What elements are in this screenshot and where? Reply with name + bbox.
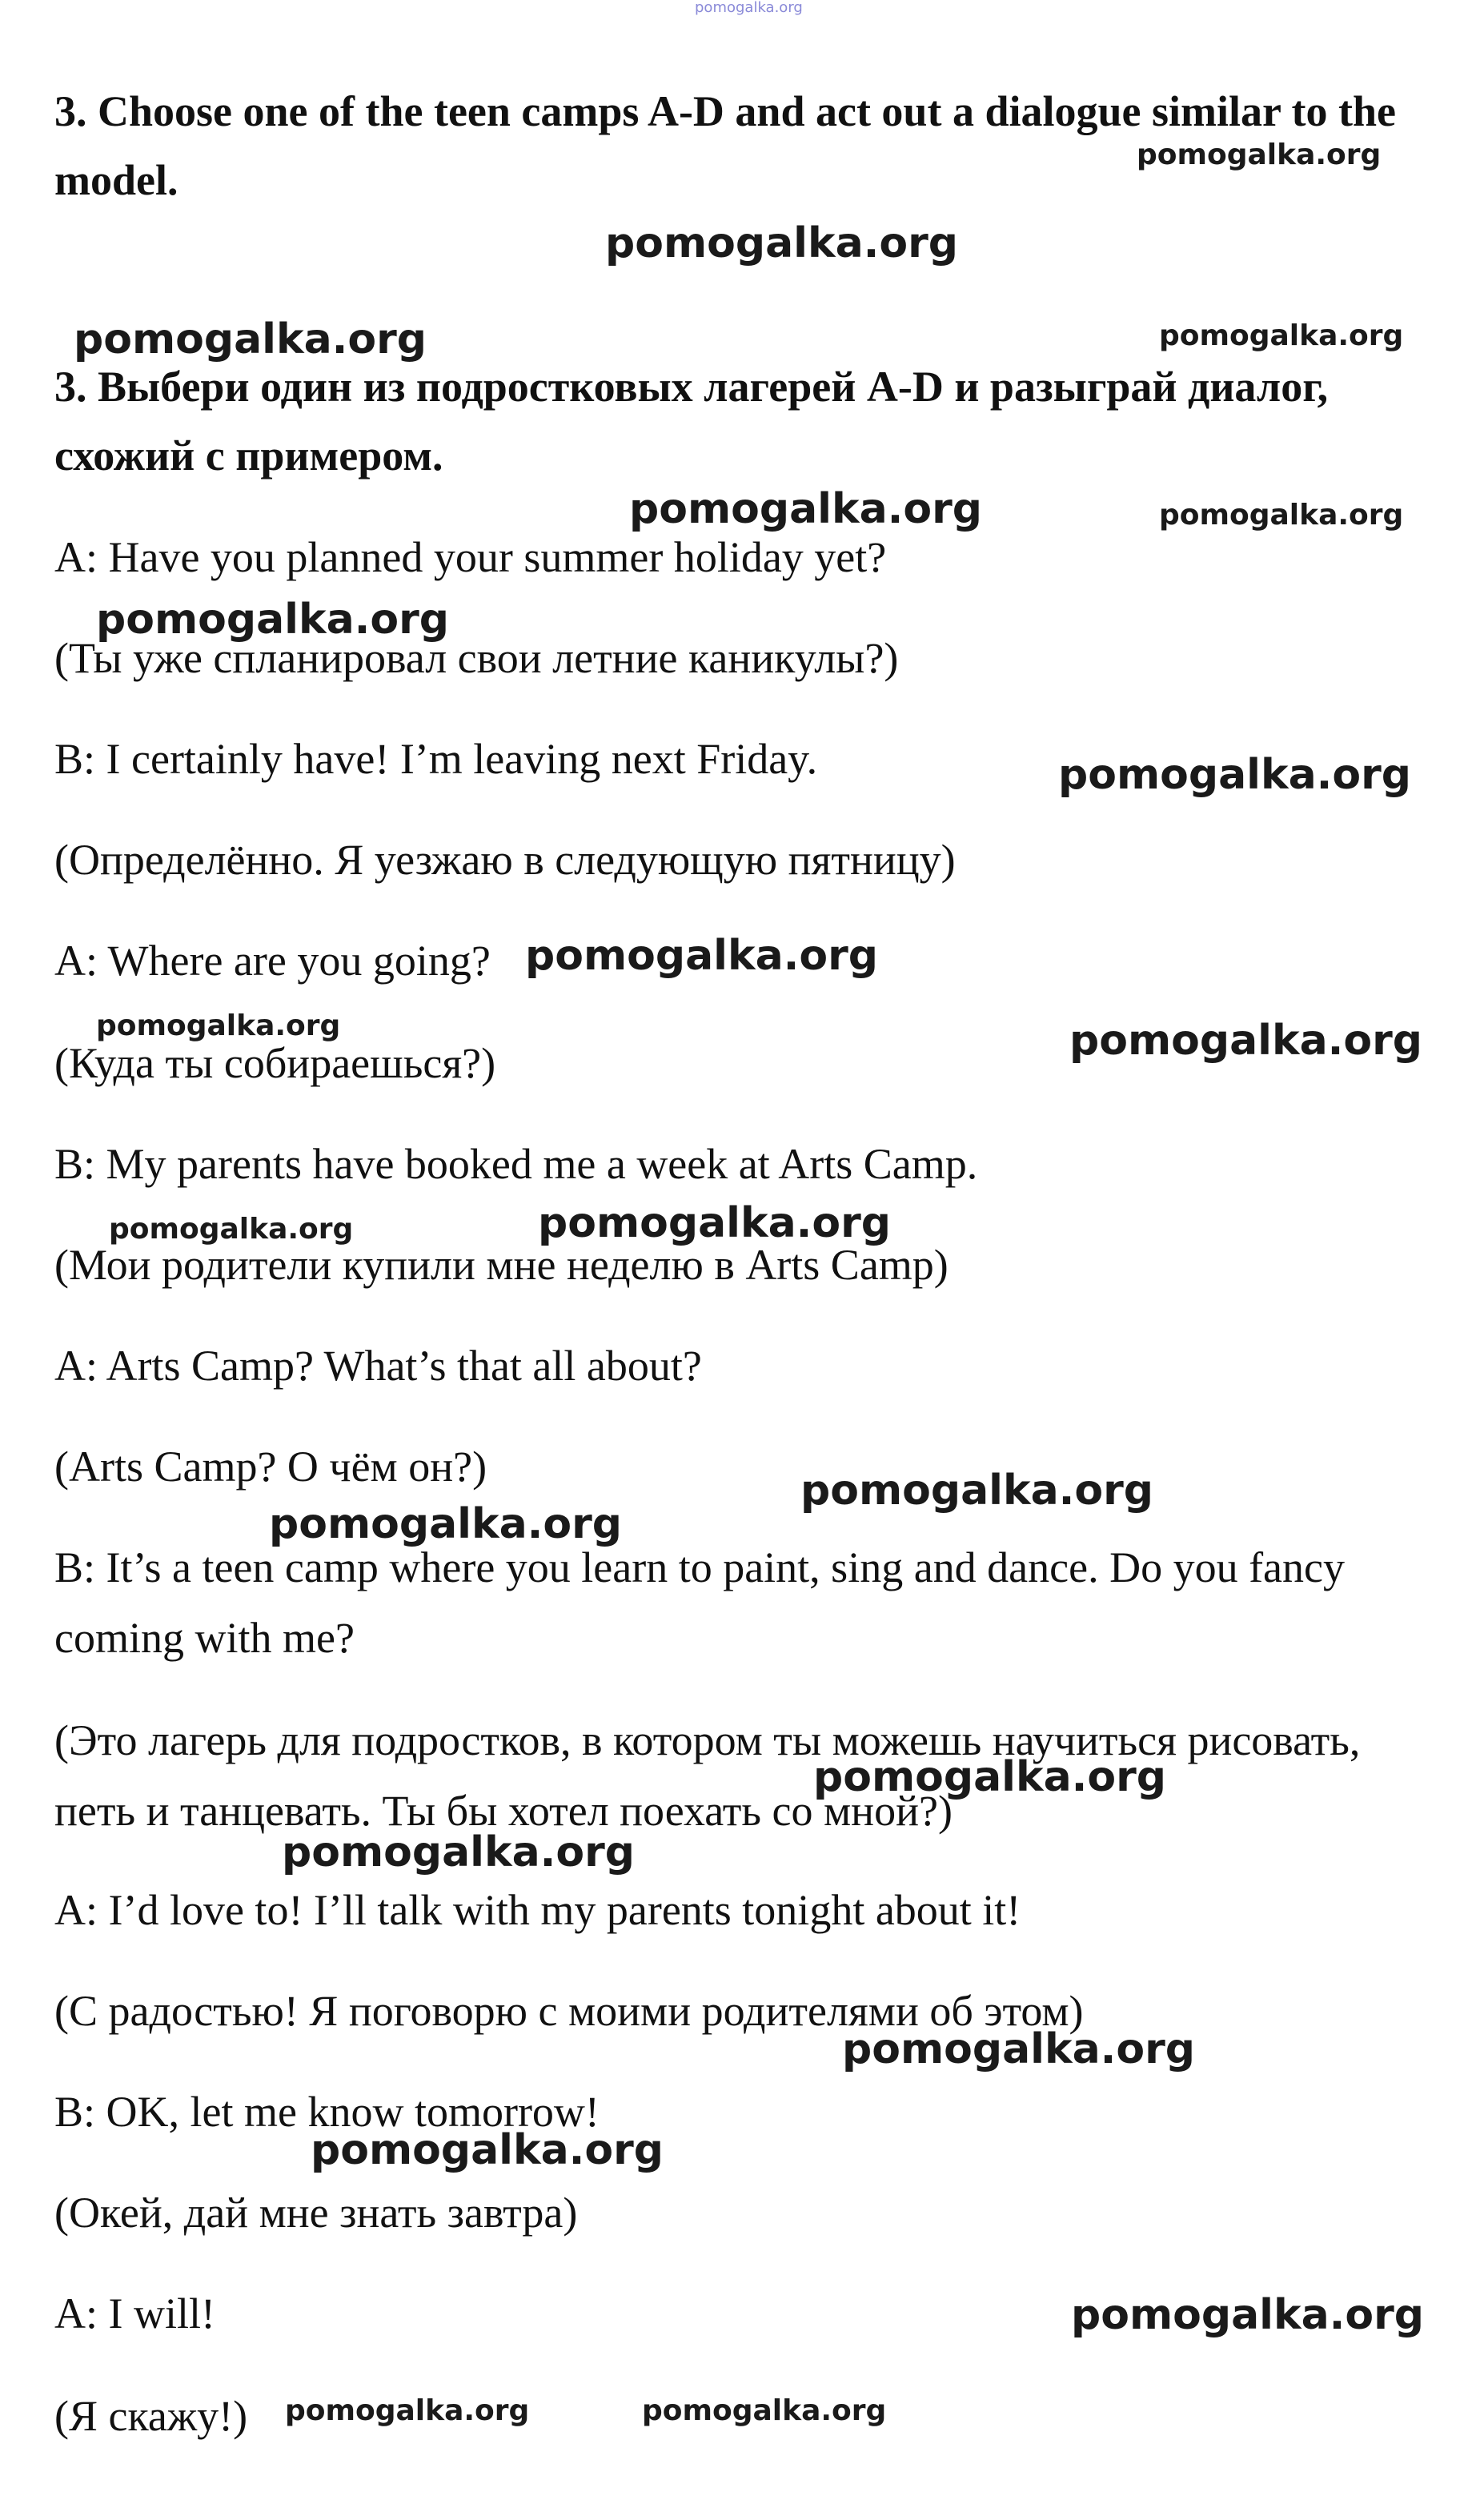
- watermark: pomogalka.org: [311, 2126, 664, 2174]
- dialogue-line: A: I will!: [54, 2289, 215, 2337]
- watermark: pomogalka.org: [1137, 138, 1382, 171]
- watermark: pomogalka.org: [800, 1467, 1154, 1515]
- watermark: pomogalka.org: [1058, 751, 1412, 799]
- watermark: pomogalka.org: [1071, 2291, 1425, 2339]
- watermark: pomogalka.org: [282, 1828, 636, 1876]
- dialogue-line: (Ты уже спланировал свои летние каникулы?): [54, 634, 899, 682]
- watermark: pomogalka.org: [605, 219, 959, 267]
- watermark: pomogalka.org: [525, 932, 879, 980]
- dialogue-line: (Определённо. Я уезжаю в следующую пятницу): [54, 836, 956, 884]
- watermark: pomogalka.org: [1069, 1017, 1423, 1065]
- watermark: pomogalka.org: [285, 2394, 530, 2427]
- dialogue-line: B: I certainly have! I’m leaving next Friday.: [54, 735, 818, 783]
- dialogue-line: (Я скажу!): [54, 2392, 248, 2440]
- watermark: pomogalka.org: [629, 485, 983, 533]
- dialogue-line: A: Have you planned your summer holiday yet?: [54, 533, 887, 581]
- dialogue-line: B: My parents have booked me a week at Arts Camp.: [54, 1140, 978, 1188]
- watermark: pomogalka.org: [538, 1199, 892, 1247]
- dialogue-line: A: Arts Camp? What’s that all about?: [54, 1342, 702, 1390]
- dialogue-line: B: It’s a teen camp where you learn to paint, sing and dance. Do you fancy coming with me?: [54, 1543, 1345, 1662]
- dialogue-line: (Окей, дай мне знать завтра): [54, 2189, 578, 2237]
- dialogue-line: (Куда ты собираешься?): [54, 1039, 496, 1087]
- watermark: pomogalka.org: [842, 2025, 1196, 2073]
- watermark: pomogalka.org: [1159, 499, 1404, 532]
- watermark: pomogalka.org: [642, 2394, 887, 2427]
- watermark: pomogalka.org: [1159, 319, 1404, 352]
- watermark: pomogalka.org: [74, 315, 427, 363]
- dialogue-line: (Arts Camp? О чём он?): [54, 1443, 487, 1491]
- watermark: pomogalka.org: [813, 1753, 1167, 1801]
- dialogue-line: A: Where are you going?: [54, 937, 491, 985]
- watermark: pomogalka.org: [269, 1500, 623, 1548]
- task-heading-ru: 3. Выбери один из подростковых лагерей A-D и разыграй диалог, схожий с примером.: [54, 363, 1329, 480]
- dialogue-line: A: I’d love to! I’ll talk with my parents tonight about it!: [54, 1886, 1021, 1934]
- watermark: pomogalka.org: [96, 596, 450, 644]
- dialogue-line: B: OK, let me know tomorrow!: [54, 2088, 600, 2136]
- watermark: pomogalka.org: [109, 1213, 354, 1246]
- task-heading-en: 3. Choose one of the teen camps A-D and act out a dialogue similar to the model.: [54, 87, 1396, 204]
- watermark: pomogalka.org: [96, 1009, 341, 1042]
- watermark: pomogalka.org: [695, 0, 803, 16]
- dialogue-line: (Это лагерь для подростков, в котором ты можешь научиться рисовать, петь и танцевать. Ты бы хотел поехать со мной?): [54, 1716, 1361, 1835]
- dialogue-line: (С радостью! Я поговорю с моими родителями об этом): [54, 1987, 1084, 2035]
- dialogue-line: (Мои родители купили мне неделю в Arts Camp): [54, 1241, 949, 1289]
